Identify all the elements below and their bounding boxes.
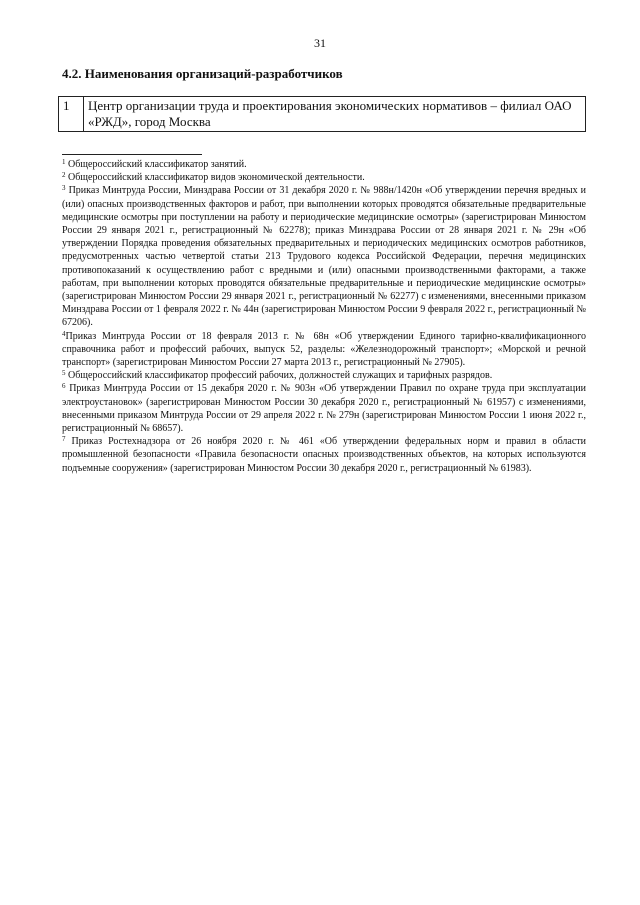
footnote bbox=[62, 435, 586, 475]
footnote-text: Приказ Минтруда России, Минздрава России от 31 декабря 2020 г. № 988н/1420н «Об утверждении перечня вредных и (или) опасных производственных факторов и работ, при выполнении которых проводятся обязательные предварительные медицинские осмотры при поступлении на работу и периодические медицинские осмотры» (зарегистрирован Минюстом России 29 января 2021 г., регистрационный № 62278); приказ Минздрава России от 28 января 2021 г. № 29н «Об утверждении Порядка проведения обязательных предварительных и периодических медицинских осмотров работников, предусмотренных частью четвертой статьи 213 Трудового кодекса Российской Федерации, перечня медицинских противопоказаний к осуществлению работ с вредными и (или) опасными производственными факторами, а также работам, при выполнении которых проводятся обязательные предварительные и периодические медицинские осмотры» (зарегистрирован Минюстом России 29 января 2021 г., регистрационный № 62277) с изменениями, внесенными приказом Минздрава России от 1 февраля 2022 г. № 44н (зарегистрирован Минюстом России 9 февраля 2022 г., регистрационный № 67206). bbox=[62, 185, 587, 329]
footnote bbox=[62, 171, 586, 184]
footnote-separator bbox=[62, 154, 202, 155]
org-name: Центр организации труда и проектирования экономических нормативов – филиал ОАО «РЖД», город Москва bbox=[84, 97, 586, 132]
footnote bbox=[62, 184, 586, 329]
footnote-text: Приказ Ростехнадзора от 26 ноября 2020 г. № 461 «Об утверждении федеральных норм и правил в области промышленной безопасности «Правила безопасности опасных производственных объектов, на которых используются подъемные сооружения» (зарегистрирован Минюстом России 30 декабря 2020 г., регистрационный № 61983). bbox=[62, 436, 586, 474]
footnote-mark: 3 bbox=[62, 184, 66, 193]
footnote bbox=[62, 369, 586, 382]
organizations-table bbox=[58, 96, 586, 132]
footnote bbox=[62, 382, 586, 435]
footnote bbox=[62, 330, 586, 370]
footnote-mark: 7 bbox=[62, 435, 66, 444]
footnote-mark: 5 bbox=[62, 369, 66, 378]
footnote-mark: 1 bbox=[62, 158, 66, 166]
page-number: 31 bbox=[314, 36, 326, 50]
footnotes bbox=[62, 158, 586, 475]
table-row bbox=[59, 97, 586, 132]
org-number: 1 bbox=[59, 97, 84, 132]
section-heading: 4.2. Наименования организаций-разработчиков bbox=[62, 66, 343, 81]
footnote-text: Общероссийский классификатор видов экономической деятельности. bbox=[68, 172, 365, 184]
footnote-mark: 6 bbox=[62, 382, 66, 391]
footnote-text: Приказ Минтруда России от 18 февраля 2013 г. № 68н «Об утверждении Единого тарифно-квалификационного справочника работ и профессий рабочих, выпуск 52, разделы: «Железнодорожный транспорт»; «Морской и речной транспорт» (зарегистрирован Минюстом России 27 марта 2013 г., регистрационный № 27905). bbox=[62, 330, 586, 369]
footnote-text: Приказ Минтруда России от 15 декабря 2020 г. № 903н «Об утверждении Правил по охране труда при эксплуатации электроустановок» (зарегистрирован Минюстом России 30 декабря 2020 г., регистрационный № 61957) с изменениями, внесенными приказом Минтруда России от 29 апреля 2022 г. № 279н (зарегистрирован Минюстом России 1 июня 2022 г., регистрационный № 68657). bbox=[62, 383, 586, 435]
footnote bbox=[62, 158, 586, 171]
footnote-mark: 4 bbox=[62, 329, 66, 338]
footnote-text: Общероссийский классификатор профессий рабочих, должностей служащих и тарифных разрядов. bbox=[68, 370, 493, 382]
footnote-mark: 2 bbox=[62, 171, 66, 180]
footnote-text: Общероссийский классификатор занятий. bbox=[68, 159, 247, 170]
